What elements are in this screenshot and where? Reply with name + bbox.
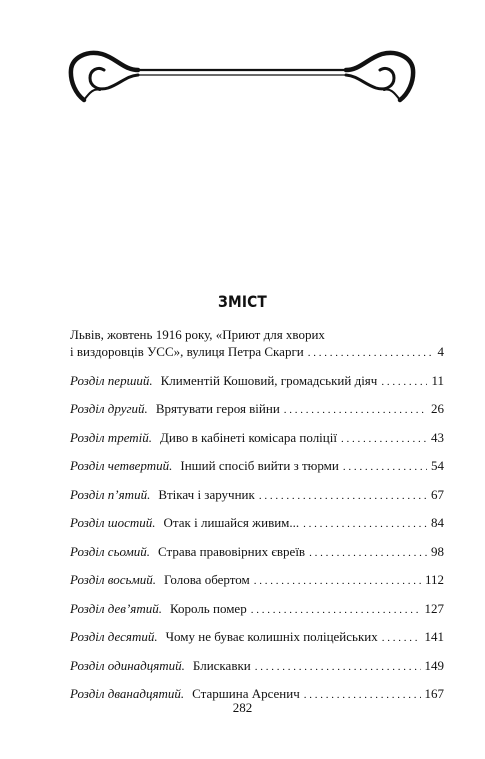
toc-chapter-label: Розділ сьомий.: [70, 543, 151, 559]
art-nouveau-ornament-icon: [64, 44, 420, 106]
toc-page-number: 84: [431, 515, 444, 530]
toc-chapter-label: Розділ восьмий.: [70, 572, 157, 587]
dot-leader: [308, 345, 434, 362]
dot-leader: [341, 431, 427, 448]
toc-entry[interactable]: [70, 429, 444, 448]
toc-page-number: 127: [424, 600, 444, 616]
toc-page-number: 149: [424, 657, 444, 673]
dot-leader: [255, 659, 421, 676]
toc-entry[interactable]: [70, 628, 444, 647]
toc-entry-title: Отак і лишайся живим...: [163, 515, 300, 530]
toc-entry[interactable]: [70, 400, 444, 419]
toc-chapter-label: Розділ перший.: [70, 372, 153, 388]
toc-entry[interactable]: [70, 326, 444, 362]
toc-entry-title: Врятувати героя війни: [155, 401, 280, 416]
toc-chapter-label: Розділ другий.: [70, 401, 148, 416]
page-title: ЗМІСТ: [218, 292, 267, 311]
toc-entry-title: Втікач і заручник: [158, 486, 255, 502]
toc-page-number: 141: [424, 629, 444, 644]
toc-page-number: 26: [431, 401, 444, 416]
toc-entry-title: Старшина Арсенич: [192, 686, 300, 701]
toc-entry[interactable]: [70, 514, 444, 533]
dot-leader: [259, 488, 427, 505]
toc-page-number: 4: [437, 344, 444, 359]
dot-leader: [343, 459, 427, 476]
toc-entry-line1: Львів, жовтень 1916 року, «Приют для хворих: [70, 327, 325, 342]
toc-page-number: 98: [431, 543, 444, 559]
dot-leader: [382, 630, 421, 647]
toc-entry-title: Блискавки: [192, 657, 251, 673]
page-number: 282: [232, 700, 253, 715]
toc-entry[interactable]: [70, 372, 444, 391]
dot-leader: [381, 374, 427, 391]
toc-entry-title: Король помер: [169, 600, 247, 616]
dot-leader: [303, 516, 427, 533]
toc-entry-title: Диво в кабінеті комісара поліції: [160, 429, 337, 445]
toc-entry[interactable]: [70, 657, 444, 676]
toc-chapter-label: Розділ десятий.: [70, 629, 158, 644]
toc-entry[interactable]: [70, 486, 444, 505]
toc-page-number: 67: [431, 486, 444, 502]
toc-entry[interactable]: [70, 600, 444, 619]
toc-entry-title: Чому не буває колишніх поліцейських: [165, 629, 378, 644]
toc-entry[interactable]: [70, 571, 444, 590]
toc-chapter-label: Розділ дев’ятий.: [70, 600, 162, 616]
toc-entry-title: і виздоровців УСС», вулиця Петра Скарги: [70, 344, 304, 359]
toc-chapter-label: Розділ дванадцятий.: [70, 686, 185, 701]
toc-entry[interactable]: [70, 543, 444, 562]
dot-leader: [254, 573, 421, 590]
toc-page-number: 11: [431, 372, 444, 388]
table-of-contents: [70, 326, 444, 714]
toc-entry-title: Голова обертом: [164, 572, 250, 587]
toc-chapter-label: Розділ четвертий.: [70, 458, 173, 473]
toc-chapter-label: Розділ п’ятий.: [70, 486, 151, 502]
dot-leader: [251, 602, 421, 619]
toc-page-number: 112: [424, 572, 444, 587]
toc-chapter-label: Розділ шостий.: [70, 515, 156, 530]
toc-entry-title: Страва правовірних євреїв: [158, 543, 306, 559]
toc-entry-title: Інший спосіб вийти з тюрми: [180, 458, 339, 473]
dot-leader: [284, 402, 427, 419]
toc-page-number: 167: [424, 686, 444, 701]
dot-leader: [309, 545, 427, 562]
toc-chapter-label: Розділ одинадцятий.: [70, 657, 185, 673]
toc-chapter-label: Розділ третій.: [70, 429, 153, 445]
toc-entry[interactable]: [70, 457, 444, 476]
toc-page-number: 54: [431, 458, 444, 473]
toc-entry-title: Климентій Кошовий, громадський діяч: [160, 372, 378, 388]
toc-page-number: 43: [431, 429, 444, 445]
